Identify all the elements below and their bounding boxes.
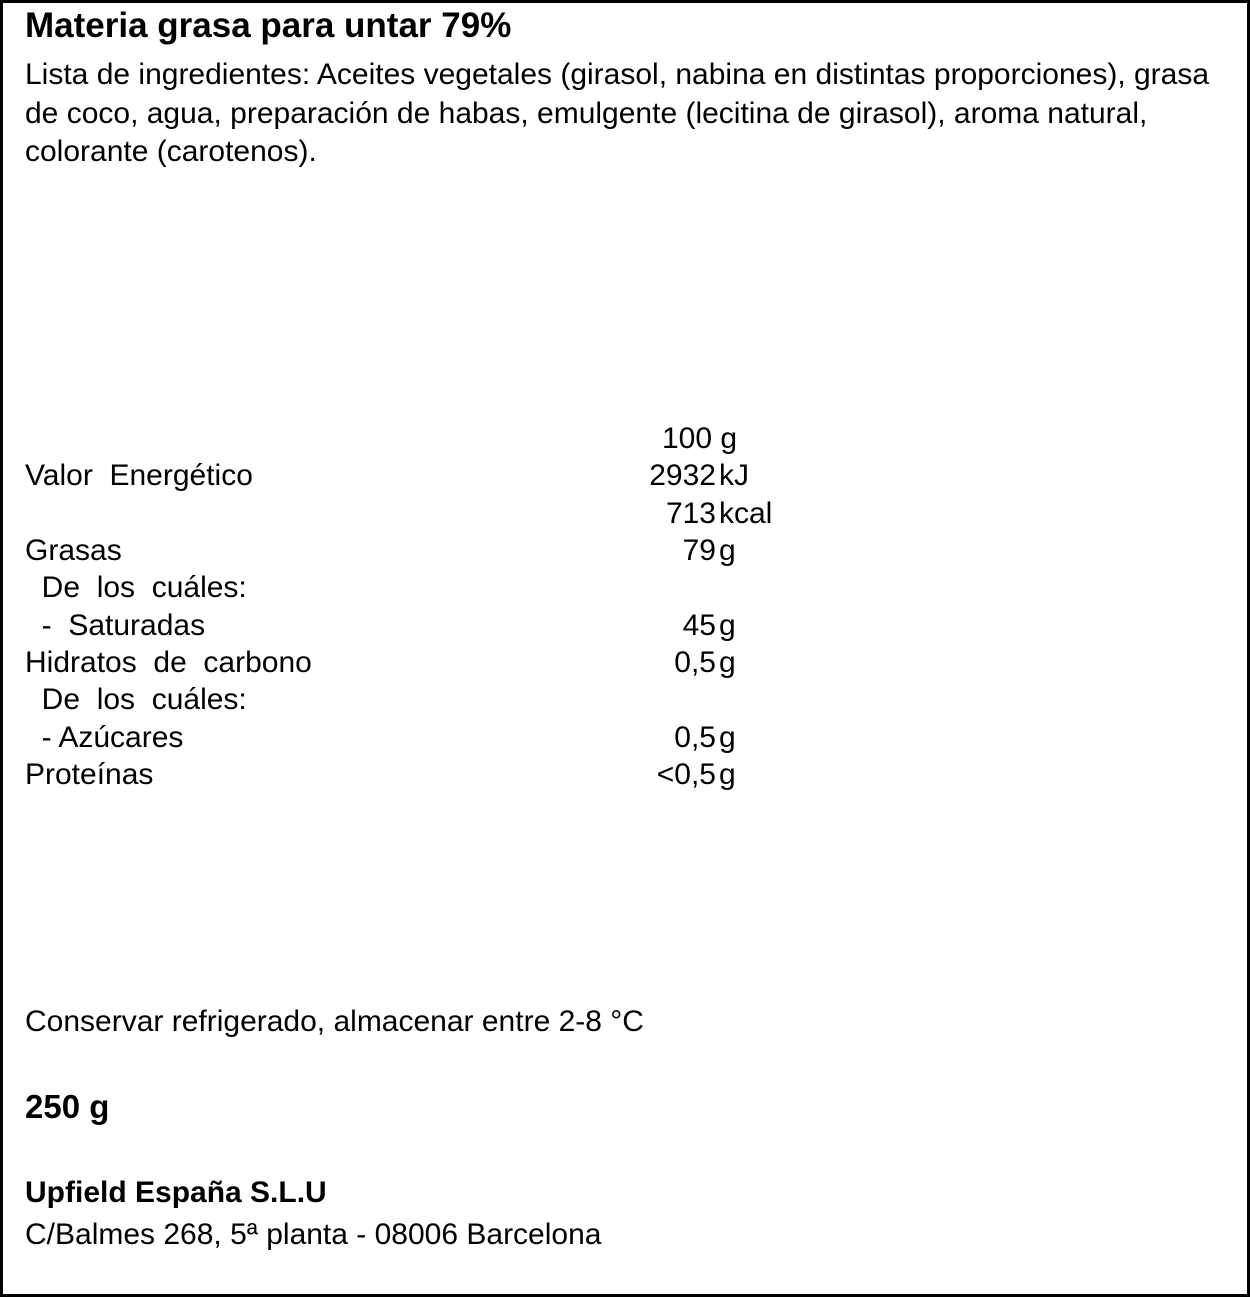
nutrient-value: 2932 [649,459,716,492]
net-weight: 250 g [25,1088,110,1125]
nutrient-unit: g [719,646,736,679]
storage-instructions: Conservar refrigerado, almacenar entre 2-8 °C [25,1005,644,1038]
nutrient-value: <0,5 [656,758,716,791]
nutrient-unit: g [719,609,736,642]
nutrient-unit: g [719,534,736,567]
nutrient-unit: kcal [719,497,773,530]
nutrient-unit: g [719,721,736,754]
nutrient-label: Hidratos de carbono [25,646,312,679]
nutrition-header-100g: 100 g [662,422,738,455]
nutrient-label: - Azúcares [25,721,184,754]
product-title: Materia grasa para untar 79% [25,6,512,45]
nutrient-unit: g [719,758,736,791]
nutrient-label: - Saturadas [25,609,206,642]
nutrient-value: 79 [682,534,716,567]
nutrient-value: 0,5 [674,646,716,679]
nutrient-label: Proteínas [25,758,154,791]
company-name: Upfield España S.L.U [25,1176,327,1209]
nutrient-value: 713 [665,497,716,530]
nutrient-label: De los cuáles: [25,683,247,716]
nutrient-unit: kJ [719,459,749,492]
nutrient-value: 45 [682,609,716,642]
nutrient-label: De los cuáles: [25,571,247,604]
nutrient-value: 0,5 [674,721,716,754]
nutrient-label: Grasas [25,534,122,567]
ingredients-list: Lista de ingredientes: Aceites vegetales (girasol, nabina en distintas proporciones), grasa de coco, agua, preparación de habas, emulgente (lecitina de girasol), aroma natural, colorante (carotenos). [25,58,1210,168]
company-address: C/Balmes 268, 5ª planta - 08006 Barcelona [25,1218,602,1251]
nutrient-label: Valor Energético [25,459,253,492]
